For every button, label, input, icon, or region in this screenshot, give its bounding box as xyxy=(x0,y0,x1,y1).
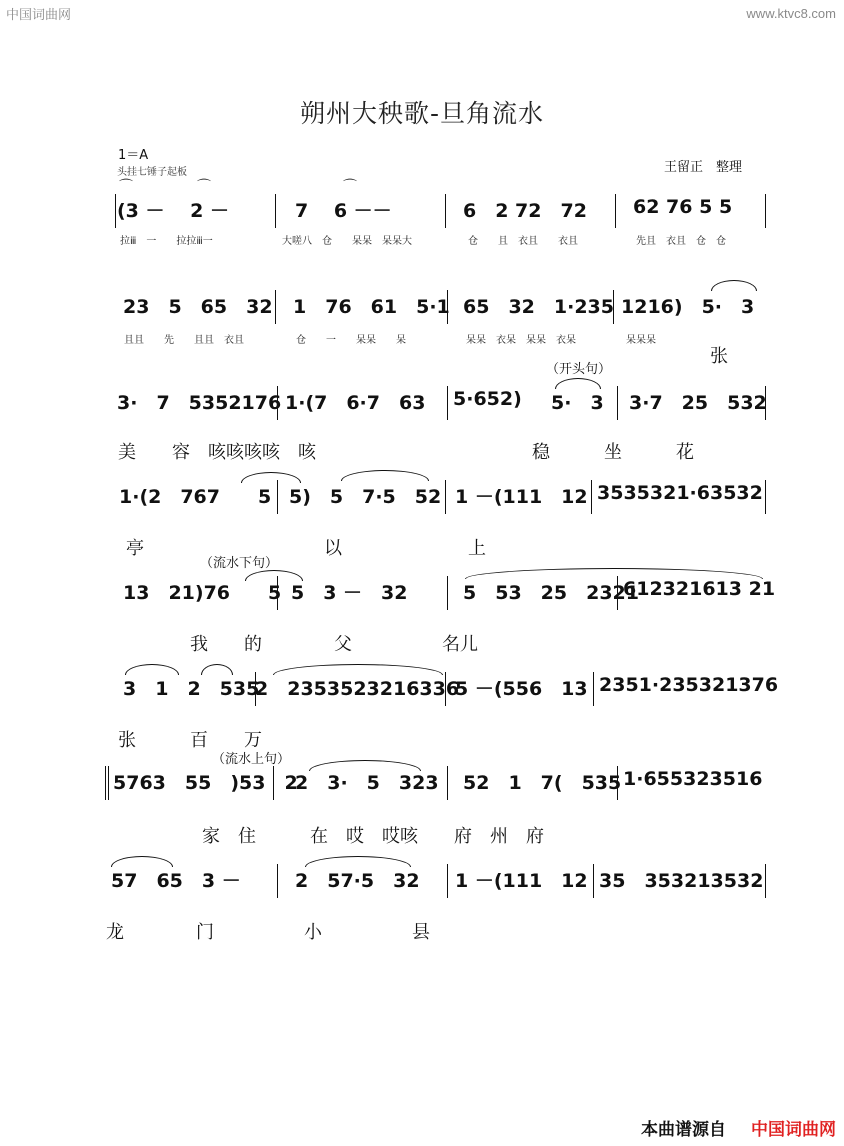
measure: 612321613 21 xyxy=(623,578,776,600)
fermata-icon: ⌒ xyxy=(343,179,357,195)
measure: 3·7 25 532 xyxy=(629,392,767,414)
phrase-mark: （流水下句） xyxy=(200,556,279,571)
slur xyxy=(555,378,601,389)
lyric-text: 张 百 万 xyxy=(118,730,262,751)
slur xyxy=(711,280,757,291)
lyric-text: 张 xyxy=(710,346,728,367)
phrase-mark: （开头句） xyxy=(546,362,612,377)
footer-site-link[interactable]: 中国词曲网 xyxy=(751,1120,836,1140)
measure: 3 1 2 535 xyxy=(123,678,260,700)
measure: 6 2 72 72 xyxy=(463,200,587,222)
score-line-3 xyxy=(105,368,770,422)
slur xyxy=(273,664,443,675)
slur xyxy=(341,470,429,481)
score-line-8 xyxy=(105,846,770,900)
measure: 5·652) xyxy=(453,388,522,410)
lyric-text: 龙 门 小 县 xyxy=(106,922,430,943)
vocable-text: 且且 先 且且 衣且 xyxy=(124,335,244,346)
lyric-text: 我 的 父 名儿 xyxy=(190,634,478,655)
measure: 5 －(556 13 xyxy=(455,678,588,700)
measure: 1·655323516 xyxy=(623,768,763,790)
measure: 3· 7 5352176 xyxy=(117,392,282,414)
lyric-text: 美 容 咳咳咳咳 咳 稳 坐 花 xyxy=(118,442,694,463)
score-line-5 xyxy=(105,558,776,612)
lyric-text: 亭 以 上 xyxy=(126,538,486,559)
measure: 35 353213532 xyxy=(599,870,764,892)
watermark-left: 中国词曲网 xyxy=(6,8,72,23)
score-line-7 xyxy=(105,748,770,802)
measure: 7 6 －－ xyxy=(295,200,392,222)
lyric-text: 家 住 在 哎 哎咳 府 州 府 xyxy=(202,826,544,847)
vocable-text: 先且 衣且 仓 仓 xyxy=(636,236,726,247)
measure: 5 3 － 32 xyxy=(291,582,408,604)
measure: 2 3· 5 323 xyxy=(295,772,439,794)
watermark-right[interactable]: www.ktvc8.com xyxy=(746,6,836,21)
measure: 5 53 25 2321 xyxy=(463,582,639,604)
measure: 1 －(111 12 xyxy=(455,870,588,892)
vocable-text: 呆呆 衣呆 呆呆 衣呆 xyxy=(466,335,576,346)
measure: 65 32 1·235 xyxy=(463,296,614,318)
slur xyxy=(309,760,421,771)
measure: 57 65 3 － xyxy=(111,870,241,892)
key-signature: 1＝A xyxy=(118,148,149,163)
fermata-icon: ⌒ xyxy=(119,179,133,195)
vocable-text: 仓 且 衣且 衣且 xyxy=(468,236,578,247)
measure: 1·(2 767 5 xyxy=(119,486,272,508)
score-line-2 xyxy=(105,272,770,326)
arranger-credit: 王留正 整理 xyxy=(664,160,743,175)
score-line-6 xyxy=(105,654,779,708)
vocable-text: 仓 一 呆呆 呆 xyxy=(296,335,406,346)
fermata-icon: ⌒ xyxy=(197,179,211,195)
score-line-4 xyxy=(105,462,770,516)
vocable-text: 大嗟八 仓 呆呆 呆呆大 xyxy=(282,236,412,247)
measure: 1·(7 6·7 63 xyxy=(285,392,426,414)
score-line-1 xyxy=(105,176,770,230)
measure: 52 1 7( 535 xyxy=(463,772,622,794)
measure: 2 2353523216336 xyxy=(255,678,460,700)
slur xyxy=(305,856,411,867)
measure: 5· 3 xyxy=(551,392,604,414)
measure: 3535321·63532 xyxy=(597,482,763,504)
measure: 1216) 5· 3 xyxy=(621,296,755,318)
song-title: 朔州大秧歌-旦角流水 xyxy=(299,99,545,128)
measure: 23 5 65 32 xyxy=(123,296,273,318)
measure: 13 21)76 5 xyxy=(123,582,282,604)
footer-source-label: 本曲谱源自 xyxy=(641,1120,726,1140)
measure: 1 76 61 5·1 xyxy=(293,296,450,318)
measure: 2 57·5 32 xyxy=(295,870,420,892)
vocable-text: 呆呆呆 xyxy=(626,335,656,346)
measure: 2351·235321376 xyxy=(599,674,779,696)
measure: 5763 55 )53 2 xyxy=(113,772,298,794)
intro-note: 头挂七锤子起板 xyxy=(117,167,187,178)
vocable-text: 拉ⅲ 一 拉拉ⅲ一 xyxy=(120,236,213,247)
measure: 62 76 5 5 xyxy=(633,196,733,218)
phrase-mark: （流水上句） xyxy=(212,752,291,767)
measure: 1 －(111 12 xyxy=(455,486,588,508)
measure: (3 － 2 － xyxy=(117,200,229,222)
measure: 5) 5 7·5 52 xyxy=(289,486,442,508)
